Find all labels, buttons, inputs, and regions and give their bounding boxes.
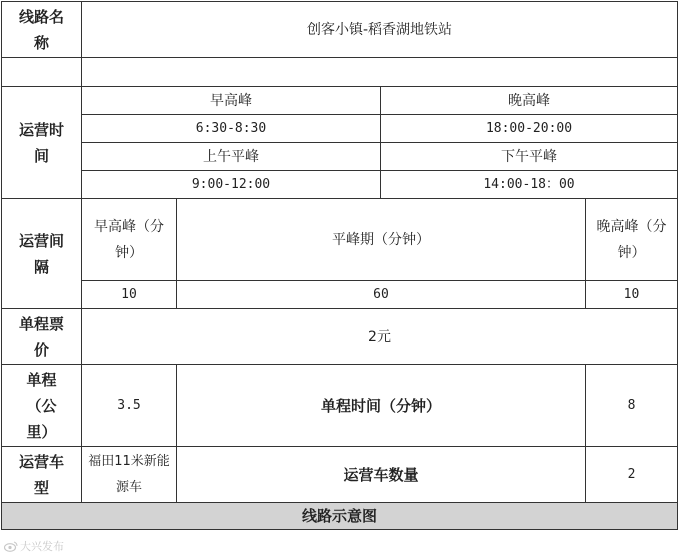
watermark bbox=[4, 538, 64, 554]
pm-offpeak-label: 下午平峰 bbox=[381, 143, 678, 171]
table-row bbox=[2, 447, 678, 503]
am-offpeak-time: 9:00-12:00 bbox=[82, 171, 381, 199]
empty-cell bbox=[82, 58, 678, 87]
operating-time-label: 运营时间 bbox=[2, 87, 82, 199]
interval-offpeak-label: 平峰期（分钟） bbox=[177, 199, 586, 281]
route-name-value: 创客小镇-稻香湖地铁站 bbox=[82, 2, 678, 58]
interval-morning-label: 早高峰（分钟） bbox=[82, 199, 177, 281]
table-row bbox=[2, 503, 678, 530]
interval-morning-value: 10 bbox=[82, 281, 177, 309]
table-row-empty bbox=[2, 58, 678, 87]
table-row bbox=[2, 171, 678, 199]
fare-label: 单程票价 bbox=[2, 309, 82, 365]
route-name-label: 线路名称 bbox=[2, 2, 82, 58]
distance-value: 3.5 bbox=[82, 365, 177, 447]
evening-peak-label: 晚高峰 bbox=[381, 87, 678, 115]
weibo-eye-icon bbox=[4, 541, 18, 552]
route-map-label: 线路示意图 bbox=[2, 503, 678, 530]
vehicle-count-label: 运营车数量 bbox=[177, 447, 586, 503]
table-row bbox=[2, 309, 678, 365]
interval-evening-value: 10 bbox=[586, 281, 678, 309]
vehicle-type-label: 运营车型 bbox=[2, 447, 82, 503]
morning-peak-time: 6:30-8:30 bbox=[82, 115, 381, 143]
empty-cell bbox=[2, 58, 82, 87]
route-info-table bbox=[1, 1, 678, 530]
am-offpeak-label: 上午平峰 bbox=[82, 143, 381, 171]
table-row bbox=[2, 143, 678, 171]
vehicle-type-value: 福田11米新能源车 bbox=[82, 447, 177, 503]
interval-offpeak-value: 60 bbox=[177, 281, 586, 309]
pm-offpeak-time: 14:00-18：00 bbox=[381, 171, 678, 199]
interval-label: 运营间隔 bbox=[2, 199, 82, 309]
watermark-text: 大兴发布 bbox=[20, 540, 64, 553]
interval-evening-label: 晚高峰（分钟） bbox=[586, 199, 678, 281]
table-row bbox=[2, 115, 678, 143]
table-row bbox=[2, 2, 678, 58]
vehicle-count-value: 2 bbox=[586, 447, 678, 503]
fare-value: 2元 bbox=[82, 309, 678, 365]
morning-peak-label: 早高峰 bbox=[82, 87, 381, 115]
table-row bbox=[2, 281, 678, 309]
trip-time-label: 单程时间（分钟） bbox=[177, 365, 586, 447]
table-row bbox=[2, 87, 678, 115]
table-row bbox=[2, 365, 678, 447]
table-row bbox=[2, 199, 678, 281]
trip-time-value: 8 bbox=[586, 365, 678, 447]
evening-peak-time: 18:00-20:00 bbox=[381, 115, 678, 143]
distance-label: 单程（公里） bbox=[2, 365, 82, 447]
